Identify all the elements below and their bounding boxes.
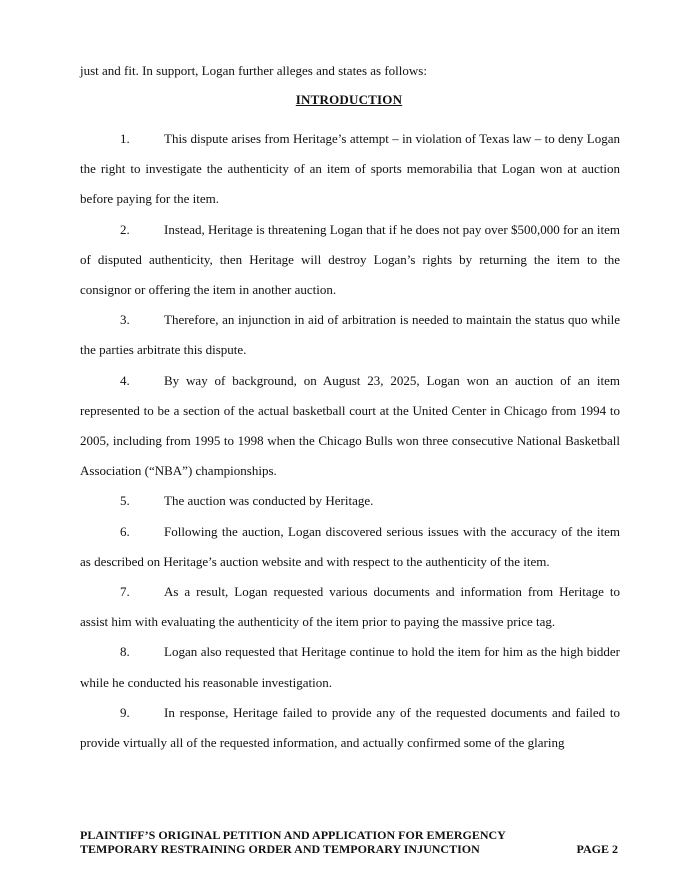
paragraph-8 bbox=[80, 637, 620, 697]
paragraph-text: By way of background, on August 23, 2025, Logan won an auction of an item represented to be a section of the actual basketball court at the United Center in Chicago from 1994 to 2005, including from 1995 to 1998 when the Chicago Bulls won three consecutive National Basketball Association (“NBA”) championships. bbox=[80, 372, 620, 479]
paragraph-number: 7. bbox=[120, 584, 130, 600]
paragraph-2 bbox=[80, 215, 620, 306]
paragraph-number: 2. bbox=[120, 221, 130, 237]
paragraph-6 bbox=[80, 517, 620, 577]
paragraph-3 bbox=[80, 305, 620, 365]
paragraph-number: 5. bbox=[120, 493, 130, 509]
paragraph-text: The auction was conducted by Heritage. bbox=[164, 493, 374, 509]
paragraph-1 bbox=[80, 124, 620, 215]
paragraph-text: Logan also requested that Heritage continue to hold the item for him as the high bidder while he conducted his reasonable investigation. bbox=[80, 644, 620, 690]
paragraph-text: As a result, Logan requested various documents and information from Heritage to assist him with evaluating the authenticity of the item prior to paying the massive price tag. bbox=[80, 584, 620, 630]
paragraph-text: In response, Heritage failed to provide any of the requested documents and failed to provide virtually all of the requested information, and actually confirmed some of the glaring bbox=[80, 704, 620, 751]
intro-line: just and fit. In support, Logan further alleges and states as follows: bbox=[80, 63, 427, 78]
paragraph-number: 8. bbox=[120, 644, 130, 660]
body-text bbox=[80, 124, 620, 758]
paragraph-4 bbox=[80, 366, 620, 487]
paragraph-number: 6. bbox=[120, 523, 130, 539]
footer-title-line-2: TEMPORARY RESTRAINING ORDER AND TEMPORARY INJUNCTION bbox=[80, 842, 480, 856]
section-heading: INTRODUCTION bbox=[295, 92, 403, 107]
paragraph-number: 3. bbox=[120, 312, 130, 328]
paragraph-number: 1. bbox=[120, 131, 130, 146]
paragraph-text: Following the auction, Logan discovered serious issues with the accuracy of the item as described on Heritage’s auction website and with respect to the authenticity of the item. bbox=[80, 523, 620, 569]
paragraph-text: Therefore, an injunction in aid of arbitration is needed to maintain the status quo while the parties arbitrate this dispute. bbox=[80, 312, 620, 358]
page-number: PAGE 2 bbox=[576, 842, 618, 856]
page-footer bbox=[80, 828, 618, 856]
paragraph-text: Instead, Heritage is threatening Logan that if he does not pay over $500,000 for an item of disputed authenticity, then Heritage will destroy Logan’s rights by returning the item to the consignor or offering the item in another auction. bbox=[80, 221, 620, 298]
paragraph-9 bbox=[80, 698, 620, 758]
paragraph-number: 4. bbox=[120, 372, 130, 388]
paragraph-text: This dispute arises from Heritage’s attempt – in violation of Texas law – to deny Logan the right to investigate the authenticity of an item of sports memorabilia that Logan won at auction before paying for the item. bbox=[80, 131, 620, 207]
paragraph-7 bbox=[80, 577, 620, 637]
paragraph-number: 9. bbox=[120, 704, 130, 720]
footer-title-line-1: PLAINTIFF’S ORIGINAL PETITION AND APPLICATION FOR EMERGENCY bbox=[80, 828, 506, 842]
paragraph-5 bbox=[80, 486, 620, 516]
